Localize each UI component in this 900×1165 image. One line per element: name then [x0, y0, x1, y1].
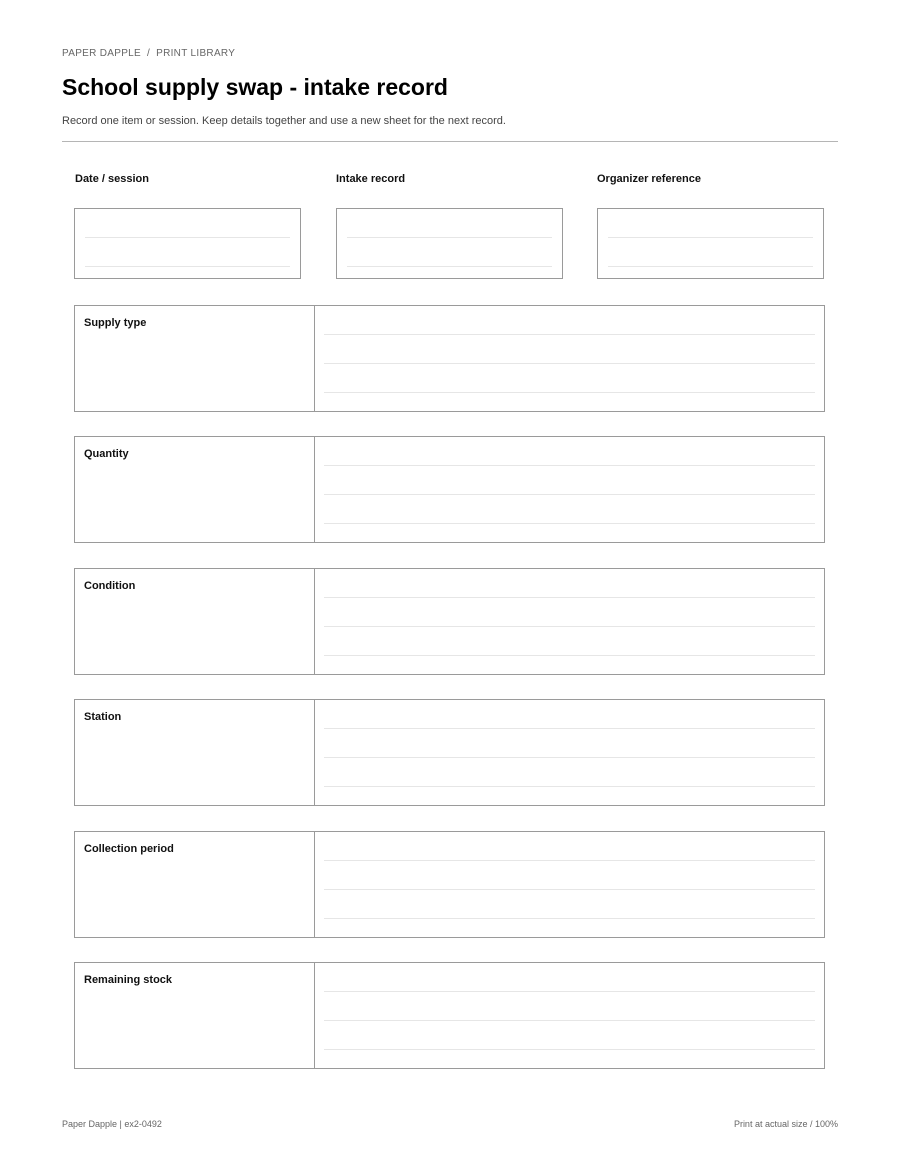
- writing-line: [324, 918, 815, 919]
- writing-line: [347, 266, 552, 267]
- writing-line: [324, 626, 815, 627]
- writing-line: [324, 889, 815, 890]
- intake-record-label: Intake record: [336, 173, 406, 185]
- instructions-text: Record one item or session. Keep details together and use a new sheet for the next record.: [62, 115, 506, 127]
- header-divider: [62, 141, 838, 142]
- breadcrumb-separator: /: [147, 48, 151, 59]
- writing-line: [324, 786, 815, 787]
- writing-line: [324, 1049, 815, 1050]
- page-title: School supply swap - intake record: [62, 74, 448, 100]
- writing-line: [324, 494, 815, 495]
- writing-line: [324, 465, 815, 466]
- collection-period-label: Collection period: [84, 843, 174, 855]
- footer-print-note: Print at actual size / 100%: [733, 1119, 838, 1129]
- supply-type-label: Supply type: [84, 317, 147, 329]
- writing-line: [324, 991, 815, 992]
- quantity-field[interactable]: [315, 437, 824, 542]
- row-label-cell: [75, 700, 315, 805]
- form-row-quantity: [74, 436, 825, 543]
- form-row-collection-period: [74, 831, 825, 938]
- writing-line: [324, 392, 815, 393]
- station-field[interactable]: [315, 700, 824, 805]
- form-row-condition: [74, 568, 825, 675]
- form-row-supply-type: [74, 305, 825, 412]
- organizer-reference-label: Organizer reference: [597, 173, 701, 185]
- row-label-cell: [75, 832, 315, 937]
- row-label-cell: [75, 306, 315, 411]
- breadcrumb: [62, 48, 235, 59]
- writing-line: [85, 266, 290, 267]
- form-row-station: [74, 699, 825, 806]
- writing-line: [324, 597, 815, 598]
- condition-field[interactable]: [315, 569, 824, 674]
- organizer-reference-field[interactable]: [597, 208, 824, 279]
- breadcrumb-section: PRINT LIBRARY: [156, 48, 236, 59]
- condition-label: Condition: [84, 580, 136, 592]
- writing-line: [324, 860, 815, 861]
- station-label: Station: [84, 711, 122, 723]
- writing-line: [324, 363, 815, 364]
- form-row-remaining-stock: [74, 962, 825, 1069]
- remaining-stock-label: Remaining stock: [84, 974, 173, 986]
- writing-line: [324, 1020, 815, 1021]
- remaining-stock-field[interactable]: [315, 963, 824, 1068]
- writing-line: [324, 728, 815, 729]
- writing-line: [324, 757, 815, 758]
- writing-line: [608, 266, 813, 267]
- quantity-label: Quantity: [84, 448, 129, 460]
- writing-line: [324, 655, 815, 656]
- intake-record-field[interactable]: [336, 208, 563, 279]
- footer-document-id: Paper Dapple | ex2-0492: [62, 1119, 162, 1129]
- writing-line: [608, 237, 813, 238]
- breadcrumb-brand: PAPER DAPPLE: [62, 48, 142, 59]
- date-session-label: Date / session: [75, 173, 149, 185]
- collection-period-field[interactable]: [315, 832, 824, 937]
- row-label-cell: [75, 569, 315, 674]
- writing-line: [85, 237, 290, 238]
- row-label-cell: [75, 963, 315, 1068]
- writing-line: [324, 523, 815, 524]
- writing-line: [324, 334, 815, 335]
- row-label-cell: [75, 437, 315, 542]
- date-session-field[interactable]: [74, 208, 301, 279]
- supply-type-field[interactable]: [315, 306, 824, 411]
- writing-line: [347, 237, 552, 238]
